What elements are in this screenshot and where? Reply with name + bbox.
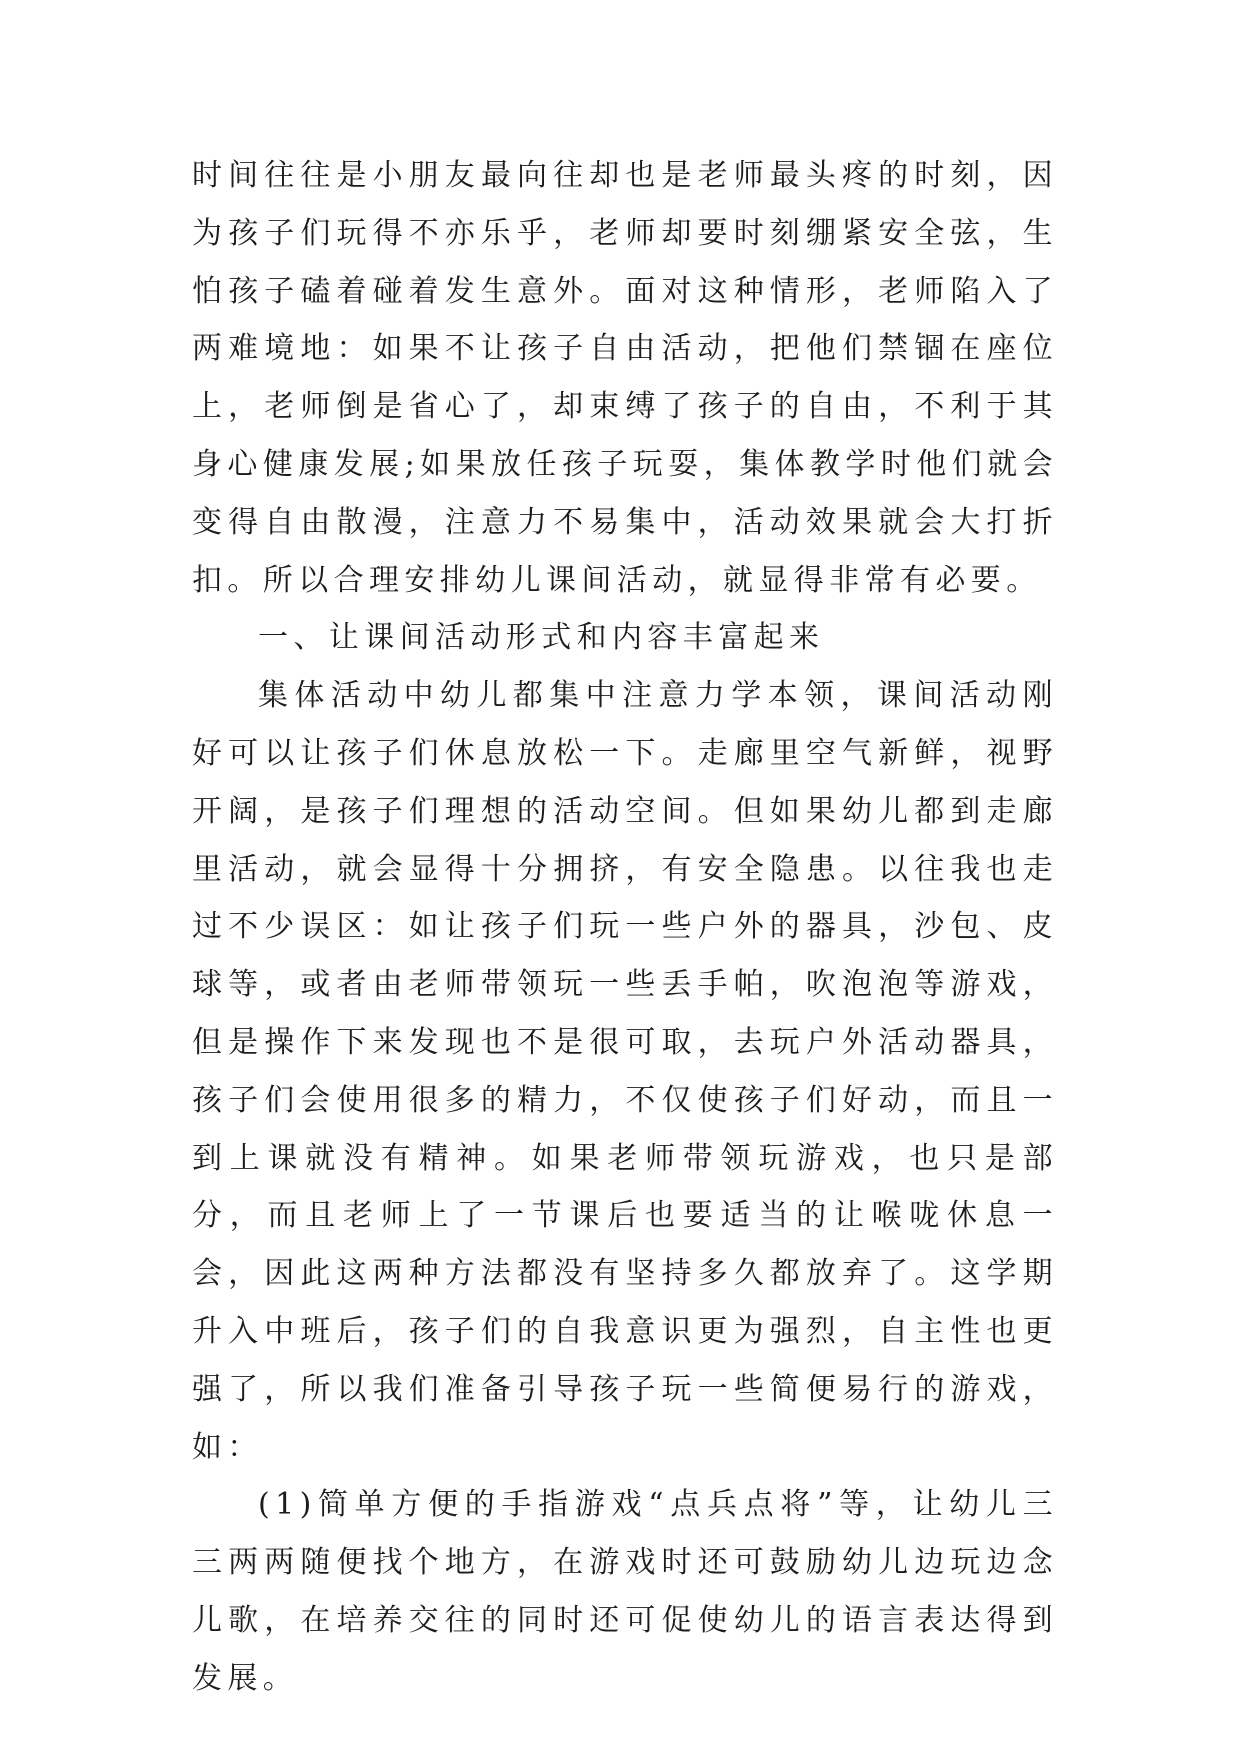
paragraph-finger-game: (1)简单方便的手指游戏“点兵点将”等，让幼儿三三两两随便找个地方，在游戏时还可鼓励幼儿边玩边念儿歌，在培养交往的同时还可促使幼儿的语言表达得到发展。 xyxy=(192,1487,1058,1696)
document-body xyxy=(192,147,1058,1708)
paragraph-corridor-activities: 集体活动中幼儿都集中注意力学本领，课间活动刚好可以让孩子们休息放松一下。走廊里空气新鲜，视野开阔，是孩子们理想的活动空间。但如果幼儿都到走廊里活动，就会显得十分拥挤，有安全隐患。以往我也走过不少误区：如让孩子们玩一些户外的器具，沙包、皮球等，或者由老师带领玩一些丢手帕，吹泡泡等游戏，但是操作下来发现也不是很可取，去玩户外活动器具，孩子们会使用很多的精力，不仅使孩子们好动，而且一到上课就没有精神。如果老师带领玩游戏，也只是部分，而且老师上了一节课后也要适当的让喉咙休息一会，因此这两种方法都没有坚持多久都放弃了。这学期升入中班后，孩子们的自我意识更为强烈，自主性也更强了，所以我们准备引导孩子玩一些简便易行的游戏，如： xyxy=(192,678,1058,1465)
paragraph-continuation: 时间往往是小朋友最向往却也是老师最头疼的时刻，因为孩子们玩得不亦乐乎，老师却要时刻绷紧安全弦，生怕孩子磕着碰着发生意外。面对这种情形，老师陷入了两难境地：如果不让孩子自由活动，把他们禁锢在座位上，老师倒是省心了，却束缚了孩子的自由，不利于其身心健康发展;如果放任孩子玩耍，集体教学时他们就会变得自由散漫，注意力不易集中，活动效果就会大打折扣。所以合理安排幼儿课间活动，就显得非常有必要。 xyxy=(192,158,1058,598)
section-heading: 一、让课间活动形式和内容丰富起来 xyxy=(258,620,825,656)
